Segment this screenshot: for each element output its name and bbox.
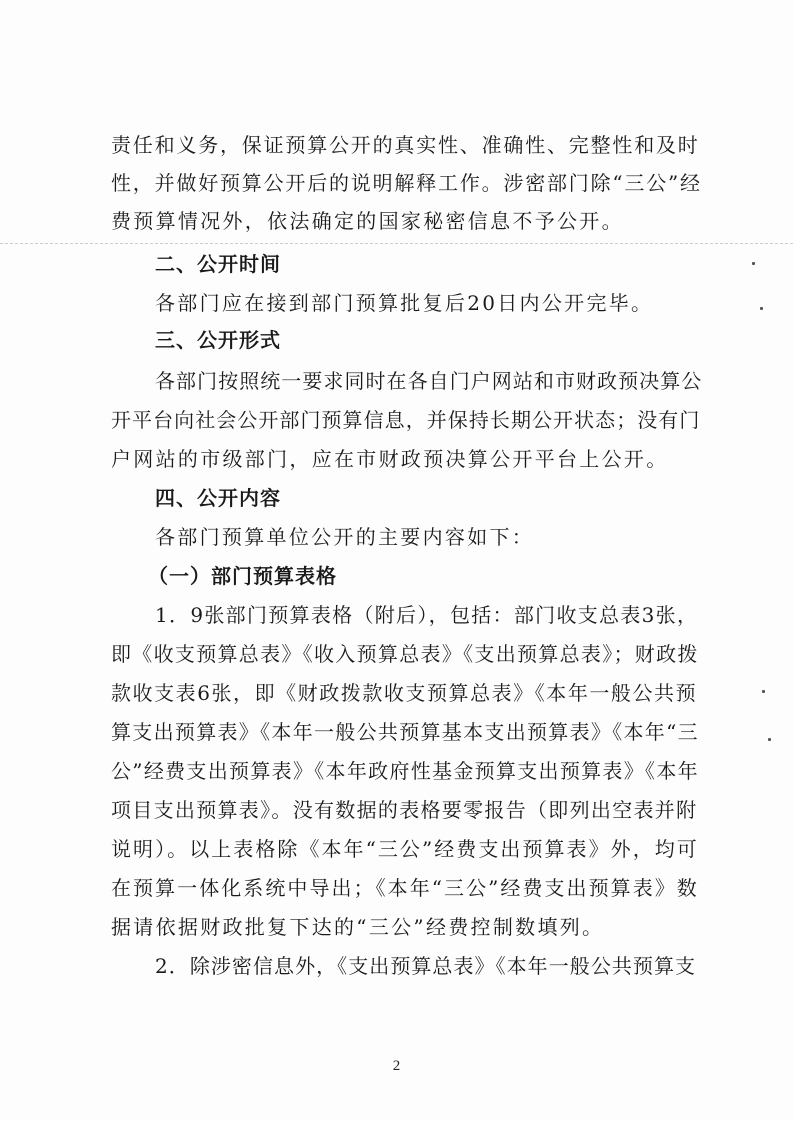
paragraph-line: 费预算情况外，依法确定的国家秘密信息不予公开。 — [111, 209, 624, 233]
paragraph-line: 各部门按照统一要求同时在各自门户网站和市财政预决算公 — [155, 369, 703, 393]
section-heading-form: 三、公开形式 — [155, 328, 281, 352]
paragraph-line: 据请依据财政批复下达的“三公”经费控制数填列。 — [111, 915, 605, 939]
paragraph-line: 公”经费支出预算表》《本年政府性基金预算支出预算表》《本年 — [111, 759, 699, 783]
subsection-heading: （一）部门预算表格 — [148, 564, 337, 588]
paragraph-line: 1．9张部门预算表格（附后），包括：部门收支总表3张， — [155, 603, 699, 627]
paragraph-line: 各部门预算单位公开的主要内容如下： — [155, 525, 535, 549]
scan-speck — [768, 738, 771, 741]
paragraph-line: 性，并做好预算公开后的说明解释工作。涉密部门除“三公”经 — [111, 171, 702, 195]
scan-speck — [752, 262, 755, 265]
paragraph-line: 户网站的市级部门，应在市财政预决算公开平台上公开。 — [111, 447, 669, 471]
paragraph-line: 2．除涉密信息外，《支出预算总表》《本年一般公共预算支 — [155, 954, 697, 978]
paragraph-line: 说明）。以上表格除《本年“三公”经费支出预算表》外，均可 — [111, 837, 699, 861]
paragraph-line: 项目支出预算表》。没有数据的表格要零报告（即列出空表并附 — [111, 798, 698, 822]
paragraph-line: 算支出预算表》《本年一般公共预算基本支出预算表》《本年“三 — [111, 720, 699, 744]
page-number: 2 — [392, 1058, 401, 1074]
scan-speck — [762, 690, 765, 693]
paragraph-line: 款收支表6张，即《财政拨款收支预算总表》《本年一般公共预 — [111, 681, 698, 705]
paragraph-line: 各部门应在接到部门预算批复后20日内公开完毕。 — [155, 291, 654, 315]
paragraph-line: 责任和义务，保证预算公开的真实性、准确性、完整性和及时 — [111, 133, 700, 157]
paragraph-line: 在预算一体化系统中导出；《本年“三公”经费支出预算表》数 — [111, 876, 699, 900]
section-heading-content: 四、公开内容 — [155, 486, 281, 510]
section-heading-time: 二、公开时间 — [155, 252, 281, 276]
paragraph-line: 即《收支预算总表》《收入预算总表》《支出预算总表》；财政拨 — [111, 642, 699, 666]
scan-speck — [760, 307, 763, 310]
paragraph-line: 开平台向社会公开部门预算信息，并保持长期公开状态；没有门 — [111, 408, 701, 432]
scan-fold-line — [0, 243, 793, 244]
